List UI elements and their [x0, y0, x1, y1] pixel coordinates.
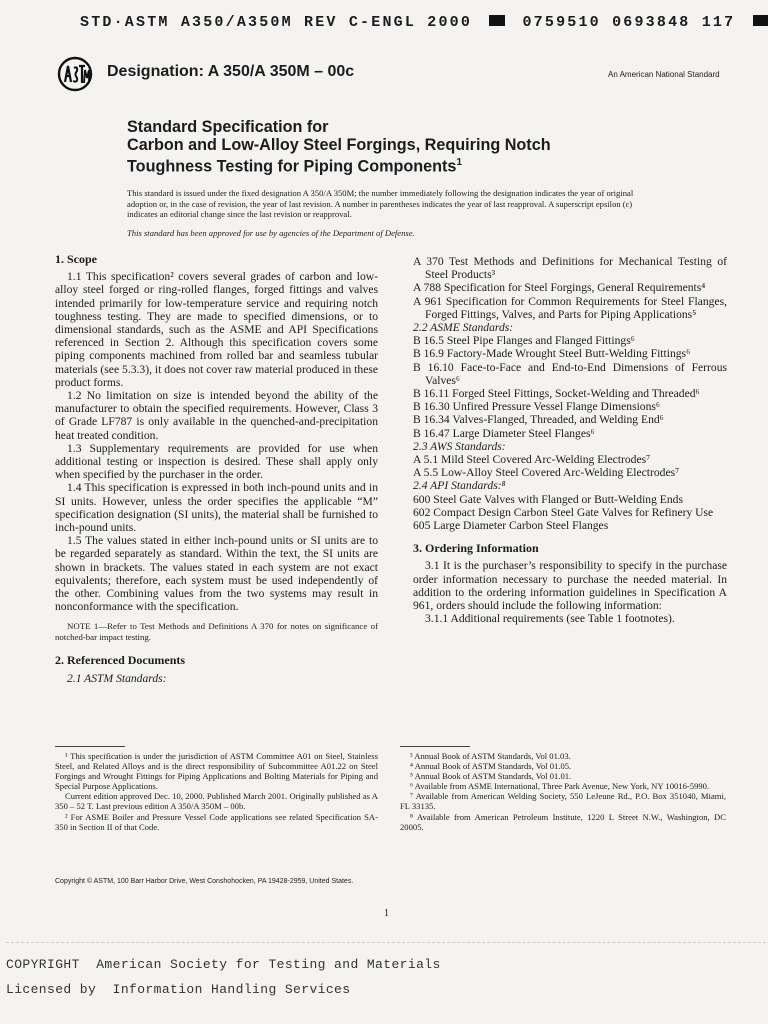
paragraph-3-1-1: 3.1.1 Additional requirements (see Table 1 footnotes). — [425, 612, 675, 626]
paragraph-1-5: 1.5 The values stated in either inch-pound units or SI units are to be regarded separately as standard. Within the text, the SI units are shown in brackets. The values stated in each system are not exact equivalents; therefore, each system must be used independently of the other. Combining values from the two systems may result in nonconformance with the specification. — [55, 534, 378, 614]
footnote-rule-right — [400, 746, 470, 747]
footnote: ⁴ Annual Book of ASTM Standards, Vol 01.05. — [410, 761, 572, 772]
reference-item: B 16.11 Forged Steel Fittings, Socket-Welding and Threaded⁶ — [413, 387, 700, 401]
paragraph-1-3: 1.3 Supplementary requirements are provided for use when additional testing or inspection is desired. These shall apply only when specified by the purchaser in the order. — [55, 441, 378, 482]
footnote: Current edition approved Dec. 10, 2000. Published March 2001. Originally published as A 350 – 52 T. Last previous edition A 350/A 350M – 00b. — [55, 791, 378, 812]
footnotes-left — [55, 751, 378, 832]
reference-item: A 5.1 Mild Steel Covered Arc-Welding Electrodes⁷ — [413, 453, 651, 467]
paragraph-3-1: 3.1 It is the purchaser’s responsibility to specify in the purchase order information necessary to purchase the needed material. In addition to the ordering information guidelines in Specification A 961, orders should include the following information: — [413, 559, 727, 613]
black-block-2 — [753, 15, 768, 26]
footnote: ² For ASME Boiler and Pressure Vessel Code applications see related Specification SA-350 in Section II of that Code. — [55, 811, 378, 832]
scope-heading: 1. Scope — [55, 252, 97, 266]
reference-item: B 16.47 Large Diameter Steel Flanges⁶ — [413, 426, 595, 440]
footnote: ⁸ Available from American Petroleum Institute, 1220 L Street N.W., Washington, DC 20005. — [400, 811, 726, 832]
api-heading: 2.4 API Standards:⁸ — [413, 479, 506, 493]
footnote-rule-left — [55, 746, 125, 747]
astm-logo-icon — [55, 56, 95, 92]
right-column — [413, 255, 727, 625]
page-number: 1 — [384, 908, 389, 919]
title-line-1: Standard Specification for — [127, 118, 329, 136]
document-title — [127, 118, 647, 175]
reference-item: 600 Steel Gate Valves with Flanged or Butt-Welding Ends — [413, 492, 683, 506]
footnote: ¹ This specification is under the jurisdiction of ASTM Committee A01 on Steel, Stainless Steel, and Related Alloys and is the direct responsibility of Subcommittee A01.22 on Steel Forgings and Wrought Fittings for Piping Applications and Bolting Materials for Piping and Special Purpose Applications. — [55, 751, 378, 792]
barcode-numbers: 0759510 0693848 117 — [522, 14, 736, 31]
document-code-line — [80, 14, 768, 31]
ordering-information-heading: 3. Ordering Information — [413, 541, 539, 556]
reference-item: B 16.9 Factory-Made Wrought Steel Butt-Welding Fittings⁶ — [413, 347, 691, 361]
reference-item: A 961 Specification for Common Requirements for Steel Flanges, Forged Fittings, Valves, and Parts for Piping Applications⁵ — [413, 294, 727, 321]
footnote: ³ Annual Book of ASTM Standards, Vol 01.03. — [410, 751, 571, 761]
footnote: ⁵ Annual Book of ASTM Standards, Vol 01.01. — [410, 771, 572, 782]
footnote: ⁷ Available from American Welding Society, 550 LeJeune Rd., P.O. Box 351040, Miami, FL 33135. — [400, 791, 726, 812]
reference-item: A 5.5 Low-Alloy Steel Covered Arc-Welding Electrodes⁷ — [413, 466, 680, 480]
doc-code: STD·ASTM A350/A350M REV C-ENGL 2000 — [80, 14, 473, 31]
note-1: NOTE 1—Refer to Test Methods and Definitions A 370 for notes on significance of notched-bar impact testing. — [55, 621, 378, 642]
reference-item: B 16.10 Face-to-Face and End-to-End Dimensions of Ferrous Valves⁶ — [413, 360, 727, 387]
title-line-3: Toughness Testing for Piping Components — [127, 157, 457, 176]
footnotes-right — [400, 751, 726, 832]
asme-heading: 2.2 ASME Standards: — [413, 321, 514, 335]
footnote: ⁶ Available from ASME International, Three Park Avenue, New York, NY 10016-5990. — [410, 781, 710, 792]
referenced-documents-heading: 2. Referenced Documents — [55, 653, 186, 668]
issuance-statement: This standard is issued under the fixed designation A 350/A 350M; the number immediately following the designation indicates the year of original adoption or, in the case of revision, the year of last revision. A number in parentheses indicates the year of last reapproval. A superscript epsilon (ε) indicates an editorial change since the last revision or reapproval. — [127, 188, 634, 219]
reference-item: A 370 Test Methods and Definitions for Mechanical Testing of Steel Products³ — [413, 255, 727, 282]
defense-approval: This standard has been approved for use by agencies of the Department of Defense. — [127, 228, 415, 238]
scan-divider — [6, 942, 766, 944]
title-footnote-mark: 1 — [456, 157, 462, 168]
copyright-stamp: COPYRIGHT American Society for Testing and Materials — [6, 957, 441, 972]
title-line-2: Carbon and Low-Alloy Steel Forgings, Requiring Notch — [127, 136, 551, 154]
reference-item: A 788 Specification for Steel Forgings, General Requirements⁴ — [413, 281, 706, 295]
paragraph-1-4: 1.4 This specification is expressed in both inch-pound units and in SI units. However, unless the order specifies the applicable “M” specification designation (SI units), the material shall be furnished to inch-pound units. — [55, 481, 378, 535]
reference-item: 605 Large Diameter Carbon Steel Flanges — [413, 519, 609, 533]
paragraph-1-2: 1.2 No limitation on size is intended beyond the ability of the manufacturer to obtain the specified requirements. However, Class 3 of Grade LF787 is only available in the quenched-and-precipitation heat treated condition. — [55, 389, 378, 442]
american-national-standard: An American National Standard — [608, 70, 720, 79]
left-column — [55, 253, 378, 685]
designation: Designation: A 350/A 350M – 00c — [107, 63, 355, 80]
aws-heading: 2.3 AWS Standards: — [413, 439, 506, 453]
paragraph-2-1: 2.1 ASTM Standards: — [67, 671, 167, 685]
copyright-line: Copyright © ASTM, 100 Barr Harbor Drive, West Conshohocken, PA 19428-2959, United States. — [55, 878, 354, 885]
paragraph-1-1: 1.1 This specification² covers several grades of carbon and low-alloy steel forged or ring-rolled flanges, forged fittings and valves intended primarily for low-temperature service and requiring notch toughness testing. They are made to specified dimensions, or to dimensional standards, such as the ASME and API Specifications referenced in Section 2. Although this specification covers some piping components machined from rolled bar and seamless tubular materials (see 5.3.3), it does not cover raw material produced in these product forms. — [55, 270, 378, 389]
black-block-1 — [489, 15, 505, 26]
reference-item: B 16.30 Unfired Pressure Vessel Flange Dimensions⁶ — [413, 400, 660, 414]
reference-item: B 16.34 Valves-Flanged, Threaded, and Welding End⁶ — [413, 413, 664, 427]
license-stamp: Licensed by Information Handling Services — [6, 982, 351, 997]
reference-item: 602 Compact Design Carbon Steel Gate Valves for Refinery Use — [413, 505, 714, 519]
reference-item: B 16.5 Steel Pipe Flanges and Flanged Fittings⁶ — [413, 334, 635, 348]
